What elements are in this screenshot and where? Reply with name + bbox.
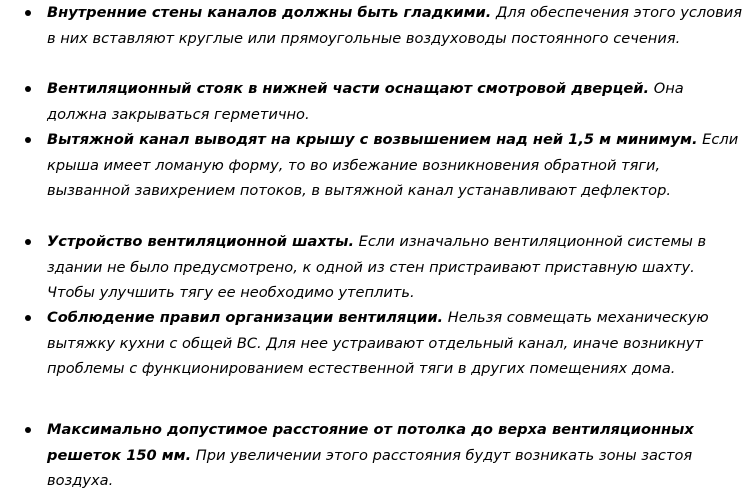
item-body: Нельзя совмещать механическую вытяжку кухни с общей ВС. Для нее устраивают отдельный канал, иначе возникнут проблемы с функционированием естественной тяги в других помещениях дома.	[47, 309, 709, 377]
item-lead: Внутренние стены каналов должны быть гладкими.	[47, 4, 492, 21]
list-item	[47, 417, 747, 494]
item-lead: Максимально допустимое расстояние от потолка до верха вентиляционных решеток 150 мм.	[47, 421, 694, 464]
item-lead: Устройство вентиляционной шахты.	[47, 233, 354, 250]
item-body: Для обеспечения этого условия в них вставляют круглые или прямоугольные воздуховоды постоянного сечения.	[47, 4, 743, 47]
item-body: Если крыша имеет ломаную форму, то во избежание возникновения обратной тяги, вызванной завихрением потоков, в вытяжной канал устанавливают дефлектор.	[47, 131, 739, 199]
list-item	[47, 305, 747, 382]
list-item	[47, 127, 747, 204]
item-lead: Вентиляционный стояк в нижней части оснащают смотровой дверцей.	[47, 80, 650, 97]
bullet-icon	[25, 137, 31, 143]
item-lead: Соблюдение правил организации вентиляции.	[47, 309, 444, 326]
bullet-icon	[25, 86, 31, 92]
list-item	[47, 0, 747, 51]
item-body: Она должна закрываться герметично.	[47, 80, 684, 123]
item-body: Если изначально вентиляционной системы в здании не было предусмотрено, к одной из стен пристраивают приставную шахту. Чтобы улучшить тягу ее необходимо утеплить.	[47, 233, 707, 301]
item-lead: Вытяжной канал выводят на крышу с возвышением над ней 1,5 м минимум.	[47, 131, 698, 148]
bullet-icon	[25, 315, 31, 321]
bullet-icon	[25, 427, 31, 433]
list-item	[47, 229, 747, 306]
list-item	[47, 76, 747, 127]
item-body: При увеличении этого расстояния будут возникать зоны застоя воздуха.	[47, 446, 693, 489]
bullet-icon	[25, 239, 31, 245]
bullet-icon	[25, 10, 31, 16]
